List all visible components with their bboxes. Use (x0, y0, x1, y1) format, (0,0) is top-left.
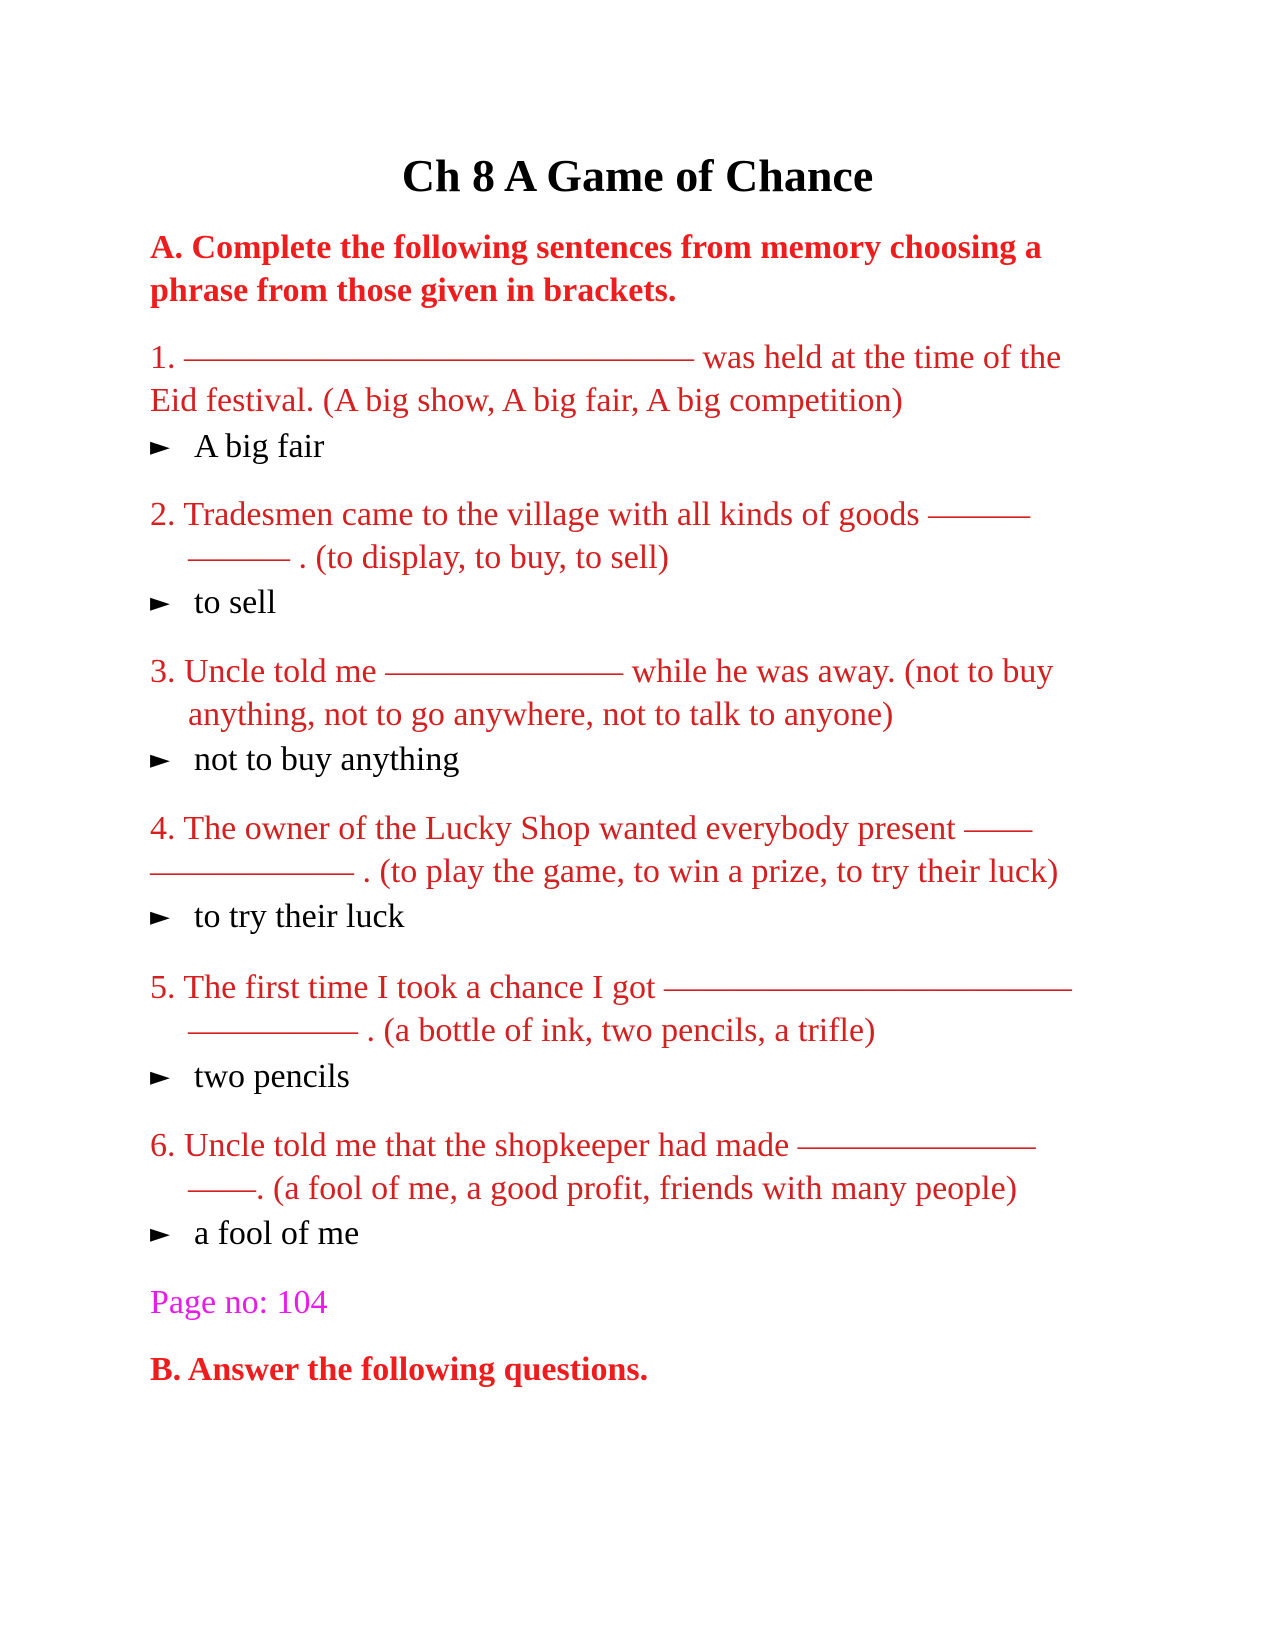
answer-5 (150, 1055, 1140, 1099)
question-6-line-2: ——. (a fool of me, a good profit, friends with many people) (188, 1170, 1018, 1207)
question-4-line-1: 4. The owner of the Lucky Shop wanted everybody present —— (150, 810, 1033, 847)
question-5 (150, 966, 1140, 1052)
question-6 (150, 1124, 1140, 1210)
question-1-line-1: 1. ——————————————— was held at the time of the (150, 339, 1062, 376)
question-5-line-1: 5. The first time I took a chance I got ———————————— (150, 969, 1072, 1006)
answer-4-text: to try their luck (194, 898, 405, 935)
page-title: Ch 8 A Game of Chance (401, 150, 874, 201)
question-4 (150, 807, 1140, 893)
question-1 (150, 336, 1140, 422)
answer-3-text: not to buy anything (194, 741, 460, 778)
answer-1 (150, 425, 1140, 469)
question-3 (150, 650, 1140, 736)
answer-5-text: two pencils (194, 1058, 350, 1095)
question-2-line-2: ——— . (to display, to buy, to sell) (188, 539, 669, 576)
question-3-line-2: anything, not to go anywhere, not to talk to anyone) (188, 696, 894, 733)
answer-2 (150, 581, 1140, 625)
question-6-line-1: 6. Uncle told me that the shopkeeper had made ——————— (150, 1127, 1036, 1164)
question-5-line-2: ————— . (a bottle of ink, two pencils, a trifle) (188, 1012, 876, 1049)
answer-arrow-icon: ► (150, 1219, 170, 1249)
answer-2-text: to sell (194, 584, 277, 621)
answer-arrow-icon: ► (150, 745, 170, 775)
page-number: Page no: 104 (150, 1284, 328, 1321)
answer-6 (150, 1212, 1140, 1256)
answer-4 (150, 895, 1140, 939)
answer-arrow-icon: ► (150, 902, 170, 932)
answer-6-text: a fool of me (194, 1215, 360, 1252)
answer-arrow-icon: ► (150, 1062, 170, 1092)
question-2-line-1: 2. Tradesmen came to the village with all kinds of goods ——— (150, 496, 1031, 533)
answer-arrow-icon: ► (150, 432, 170, 462)
answer-1-text: A big fair (194, 428, 325, 465)
answer-3 (150, 738, 1140, 782)
answer-arrow-icon: ► (150, 588, 170, 618)
section-a-heading: A. Complete the following sentences from memory choosing a phrase from those given in brackets. (150, 229, 1042, 309)
question-3-line-1: 3. Uncle told me ——————— while he was away. (not to buy (150, 653, 1054, 690)
question-1-line-2: Eid festival. (A big show, A big fair, A big competition) (150, 382, 903, 419)
question-2 (150, 493, 1140, 579)
question-4-line-2: —————— . (to play the game, to win a prize, to try their luck) (150, 853, 1059, 890)
section-b-heading: B. Answer the following questions. (150, 1351, 649, 1388)
